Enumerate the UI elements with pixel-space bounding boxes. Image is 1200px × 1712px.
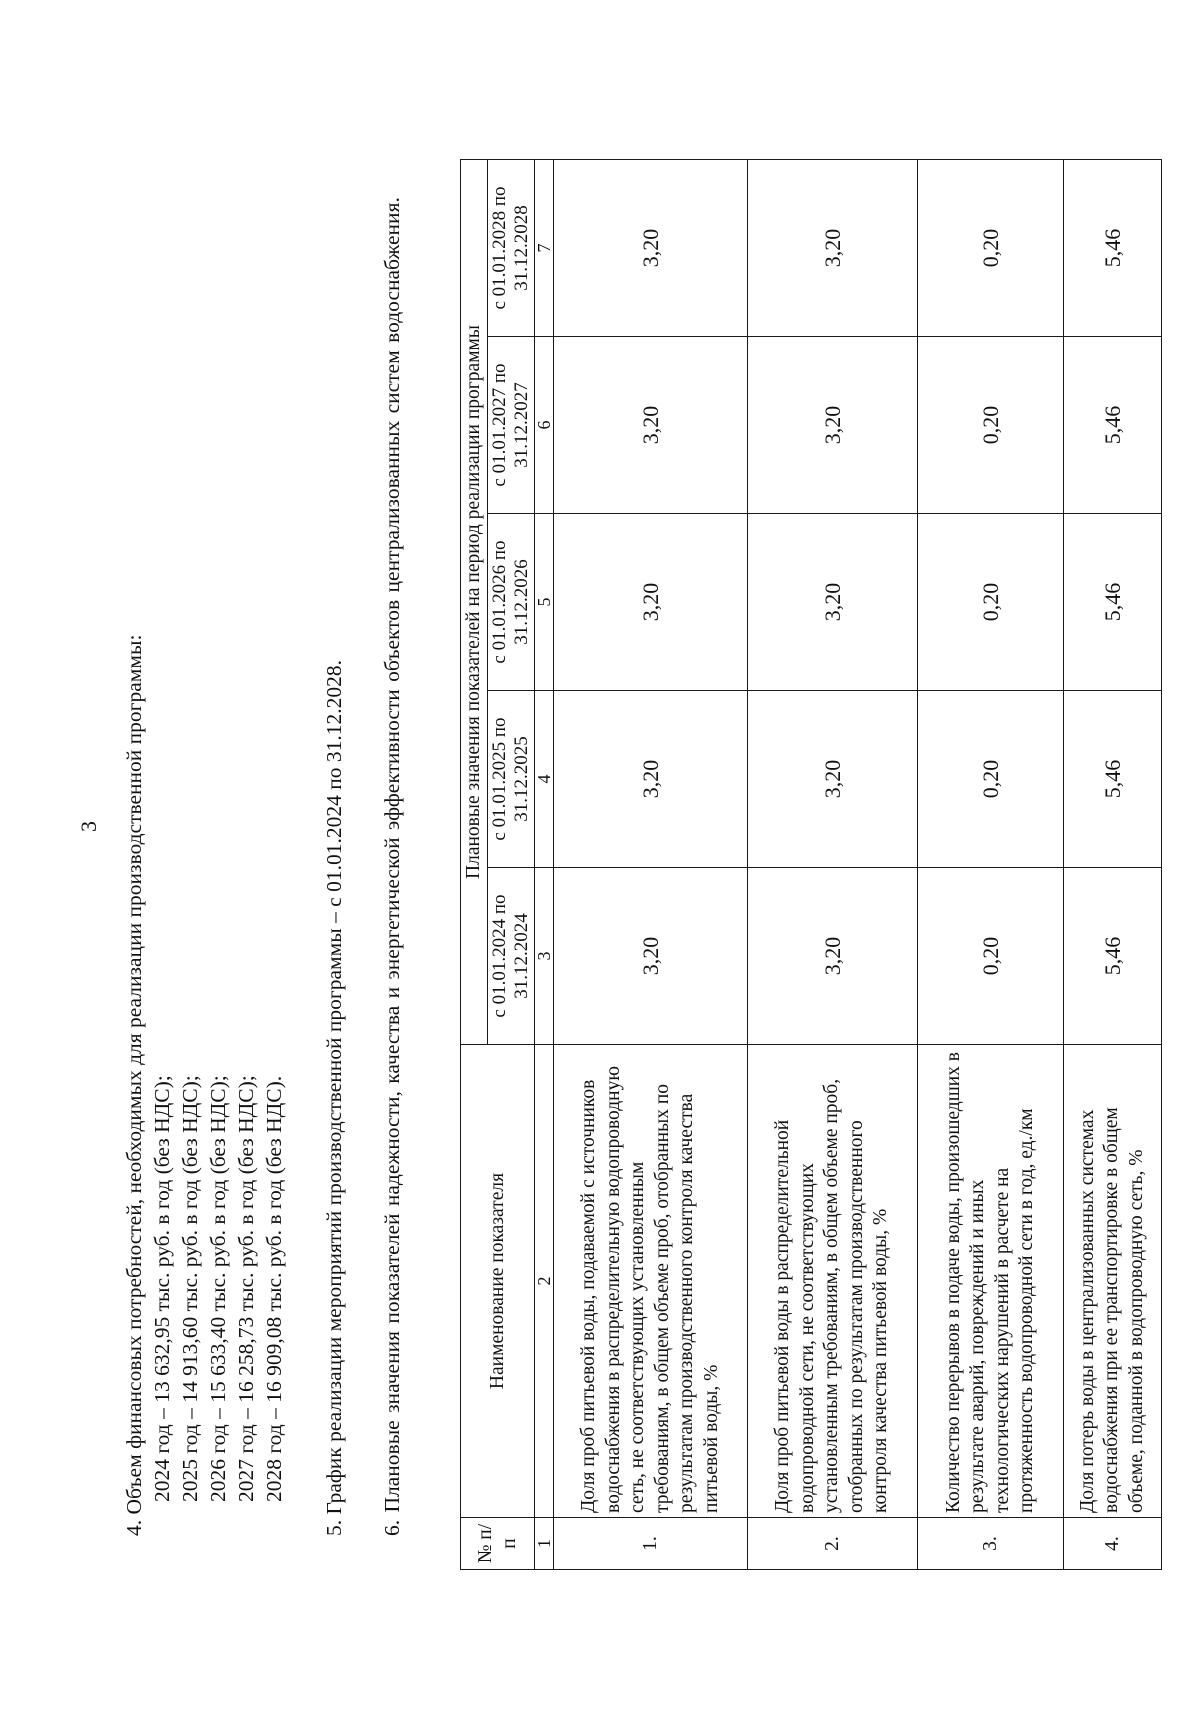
row-value-2026: 0,20: [918, 514, 1064, 691]
row-value-2025: 3,20: [748, 691, 918, 868]
page-number: 3: [76, 821, 101, 832]
row-value-2027: 0,20: [918, 337, 1064, 514]
row-value-2024: 3,20: [554, 868, 748, 1045]
table-row: [918, 159, 1064, 1569]
section-4-financial-needs: [120, 116, 288, 1536]
row-value-2026: 5,46: [1064, 514, 1162, 691]
column-index-row: [535, 159, 554, 1569]
column-index-cell: 5: [535, 514, 554, 691]
section-6-indicators-intro: 6. Плановые значения показателей надежности, качества и энергетической эффективности объектов централизованных систем водоснабжения.: [380, 197, 404, 1536]
table-row: [554, 159, 748, 1569]
amount-line-2028: 2028 год – 16 909,08 тыс. руб. в год (без НДС).: [262, 1075, 286, 1502]
amount-line-2025: 2025 год – 14 913,60 тыс. руб. в год (без НДС);: [178, 1075, 202, 1502]
row-value-2028: 3,20: [748, 159, 918, 336]
header-period-2025: с 01.01.2025 по 31.12.2025: [488, 691, 535, 868]
row-number: 4.: [1064, 1518, 1162, 1570]
section-5-schedule: 5. График реализации мероприятий производственной программы – с 01.01.2024 по 31.12.2028.: [322, 660, 346, 1536]
row-indicator-name: Доля потерь воды в централизованных системах водоснабжения при ее транспортировке в общем объеме, поданной в водопроводную сеть, %: [1064, 1045, 1162, 1518]
row-number: 2.: [748, 1518, 918, 1570]
header-period-2024: с 01.01.2024 по 31.12.2024: [488, 868, 535, 1045]
column-index-cell: 6: [535, 337, 554, 514]
row-indicator-name: Количество перерывов в подаче воды, произошедших в результате аварий, повреждений и иных технологических нарушений в расчете на протяженность водопроводной сети в год, ед./км: [918, 1045, 1064, 1518]
amount-line-2027: 2027 год – 16 258,73 тыс. руб. в год (без НДС);: [234, 1075, 258, 1502]
row-value-2024: 5,46: [1064, 868, 1162, 1045]
column-index-cell: 4: [535, 691, 554, 868]
column-index-cell: 1: [535, 1518, 554, 1570]
row-value-2026: 3,20: [748, 514, 918, 691]
table-header-row-1: [461, 159, 488, 1569]
row-value-2027: 5,46: [1064, 337, 1162, 514]
row-number: 1.: [554, 1518, 748, 1570]
row-value-2027: 3,20: [554, 337, 748, 514]
header-number: № п/п: [461, 1518, 535, 1570]
row-value-2028: 3,20: [554, 159, 748, 336]
row-value-2024: 3,20: [748, 868, 918, 1045]
row-value-2027: 3,20: [748, 337, 918, 514]
amount-line-2026: 2026 год – 15 633,40 тыс. руб. в год (без НДС);: [206, 1075, 230, 1502]
header-indicator-name: Наименование показателя: [461, 1045, 535, 1518]
header-period-2028: с 01.01.2028 по 31.12.2028: [488, 159, 535, 336]
row-value-2026: 3,20: [554, 514, 748, 691]
row-value-2025: 5,46: [1064, 691, 1162, 868]
row-number: 3.: [918, 1518, 1064, 1570]
header-period-2026: с 01.01.2026 по 31.12.2026: [488, 514, 535, 691]
column-index-cell: 3: [535, 868, 554, 1045]
header-period-2027: с 01.01.2027 по 31.12.2027: [488, 337, 535, 514]
column-index-cell: 7: [535, 159, 554, 336]
row-value-2028: 5,46: [1064, 159, 1162, 336]
row-value-2028: 0,20: [918, 159, 1064, 336]
table-row: [1064, 159, 1162, 1569]
header-planned-values-group: Плановые значения показателей на период реализации программы: [461, 159, 488, 1044]
table-row: [748, 159, 918, 1569]
row-value-2025: 0,20: [918, 691, 1064, 868]
section-4-heading: 4. Объем финансовых потребностей, необходимых для реализации производственной программы:: [122, 634, 146, 1536]
row-indicator-name: Доля проб питьевой воды, подаваемой с источников водоснабжения в распределительную водопроводную сеть, не соответствующих установленным требованиям, в общем объеме проб, отобранных по результатам производственного контроля качества питьевой воды, %: [554, 1045, 748, 1518]
indicators-table: [460, 159, 1162, 1570]
amount-line-2024: 2024 год – 13 632,95 тыс. руб. в год (без НДС);: [150, 1075, 174, 1502]
column-index-cell: 2: [535, 1045, 554, 1518]
row-value-2025: 3,20: [554, 691, 748, 868]
row-value-2024: 0,20: [918, 868, 1064, 1045]
row-indicator-name: Доля проб питьевой воды в распределительной водопроводной сети, не соответствующих установленным требованиям, в общем объеме проб, отобранных по результатам производственного контроля качества питьевой воды, %: [748, 1045, 918, 1518]
